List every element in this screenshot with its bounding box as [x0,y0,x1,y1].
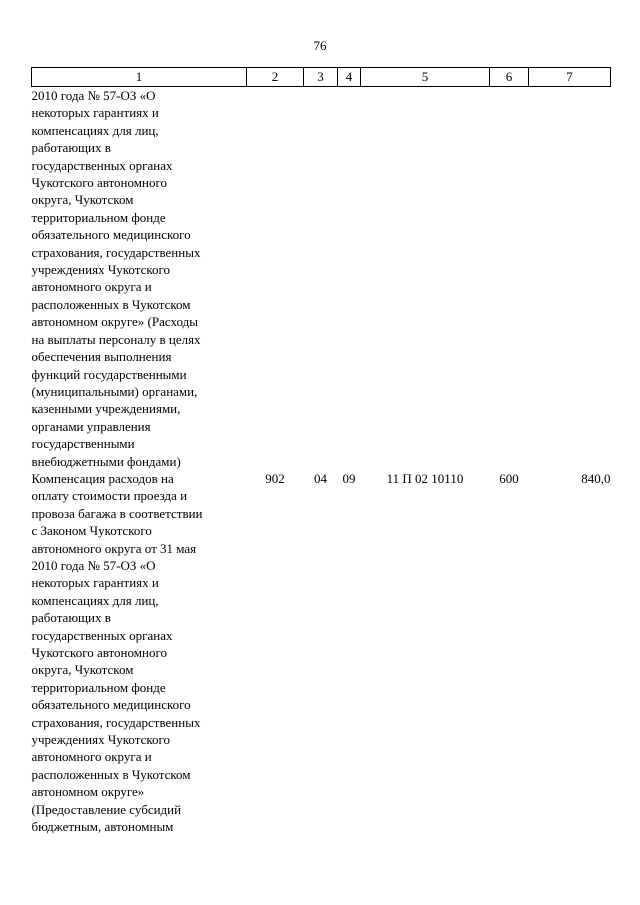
page-number: 76 [313,38,327,53]
header-col-6: 6 [490,68,529,87]
row-code-ministry: 902 [265,470,285,486]
row-description-text [32,470,247,836]
continuation-text-line: округа, Чукотском [31,192,134,208]
row-description-line: округа, Чукотском [31,662,134,678]
table-header-row [32,68,611,87]
row-description-line: некоторых гарантиях и [31,575,159,591]
row-description-line: (Предоставление субсидий [31,801,182,817]
row-code-subsection: 09 [342,470,356,486]
row-description-line: автономном округе» [31,784,145,800]
row-description-line: автономного округа от 31 мая [31,540,197,556]
row-description-line: с Законом Чукотского [31,523,152,539]
row-description-line: работающих в [31,610,111,626]
continuation-text [32,87,247,470]
continuation-text-line: работающих в [31,140,111,156]
continuation-text-line: обеспечения выполнения [31,349,172,365]
row-code-expense-type: 600 [499,470,519,486]
continuation-text-line: расположенных в Чукотском [31,296,191,312]
continuation-text-line: Чукотского автономного [31,175,167,191]
continuation-text-line: компенсациях для лиц, [31,122,159,138]
row-description-line: 2010 года № 57-ОЗ «О [31,557,156,573]
row-description-line: обязательного медицинского [31,697,191,713]
continuation-text-line: государственными [31,436,135,452]
row-description-line: Компенсация расходов на [31,470,174,486]
continuation-text-line: внебюджетными фондами) [31,453,181,469]
continuation-text-line: 2010 года № 57-ОЗ «О [31,88,156,103]
row-description-line: оплату стоимости проезда и [31,488,188,504]
header-col-5: 5 [361,68,490,87]
row-description-line: Чукотского автономного [31,645,167,660]
row-code-section: 04 [314,470,327,486]
continuation-text-line: (муниципальными) органами, [31,383,198,399]
continuation-text-line: некоторых гарантиях и [31,105,159,121]
header-col-2: 2 [247,68,304,87]
row-description [32,470,247,836]
row-description-line: автономного округа и [31,749,152,765]
row-description-line: провоза багажа в соответствии [31,505,203,521]
header-col-1: 1 [32,68,247,87]
row-description-line: государственных органах [31,627,173,643]
continuation-text-line: функций государственными [31,366,187,382]
row-description-line: компенсациях для лиц, [31,592,159,608]
row-description-line: страхования, государственных [31,714,201,730]
continuation-text-line: казенными учреждениями, [31,401,181,417]
budget-table [31,67,611,835]
header-col-3: 3 [304,68,338,87]
continuation-description [32,87,247,470]
continuation-text-line: на выплаты персоналу в целях [31,331,201,347]
table-row-continuation [32,87,611,470]
continuation-text-line: страхования, государственных [31,244,201,260]
row-description-line: территориальном фонде [31,679,166,695]
row-description-line: бюджетным, автономным [31,819,174,835]
row-code-target: 11 П 02 10110 [386,470,464,486]
continuation-text-line: автономного округа и [31,279,152,295]
header-col-7: 7 [529,68,611,87]
continuation-text-line: обязательного медицинского [31,227,191,243]
continuation-text-line: учреждениях Чукотского [31,262,171,278]
row-description-line: расположенных в Чукотском [31,766,191,782]
header-col-4: 4 [338,68,361,87]
row-description-line: учреждениях Чукотского [31,732,171,748]
continuation-text-line: органами управления [31,418,151,434]
continuation-text-line: автономном округе» (Расходы [31,314,198,330]
continuation-text-line: территориальном фонде [31,209,166,225]
table-row [32,470,611,836]
row-amount: 840,0 [581,470,611,486]
continuation-text-line: государственных органах [31,157,173,173]
